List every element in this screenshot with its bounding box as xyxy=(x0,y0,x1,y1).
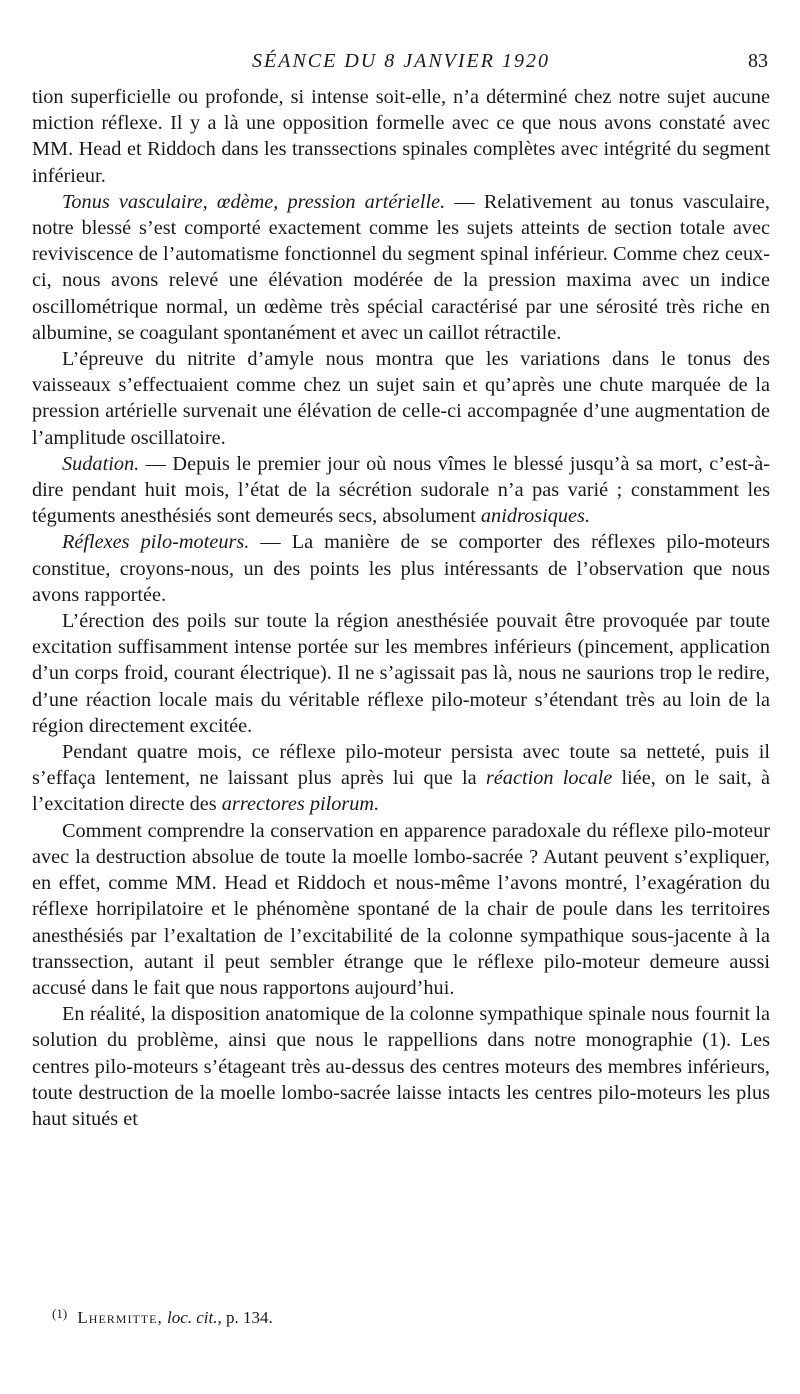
paragraph-6 xyxy=(32,608,770,739)
footnote-marker: (1) xyxy=(52,1306,68,1321)
paragraph-text: Comment comprendre la conservation en apparence paradoxale du réflexe pilo-moteur avec la destruction absolue de toute la moelle lombo-sacrée ? Autant peuvent s’expliquer, en effet, comme MM. Head et Riddoch et nous-même l’avons montré, l’exagération du réflexe horripilatoire et le phénomène spontané de la chair de poule dans les territoires anesthésiés par l’exaltation de l’excitabilité de la colonne sympathique sous-jacente à la transsection, autant il peut sembler étrange que le réflexe pilo-moteur demeure aussi accusé dans le fait que nous rapportons aujourd’hui. xyxy=(32,819,770,999)
footnote-ref-italic: loc. cit., xyxy=(166,1308,222,1327)
paragraph-8 xyxy=(32,818,770,1001)
paragraph-text-mid: liée, on le sait, à l’excitation directe des xyxy=(32,767,770,816)
italic-term: réaction locale xyxy=(485,767,613,790)
paragraph-text: L’érection des poils sur toute la région anesthésiée pouvait être provoquée par toute excitation suffisamment intense portée sur les membres inférieurs (pincement, application d’un corps froid, courant électrique). Il ne s’agissait pas là, nous ne saurions trop le redire, d’une réaction locale mais du véritable réflexe pilo-moteur s’étendant très au loin de la région directement excitée. xyxy=(32,610,770,737)
footnote-author: Lhermitte, xyxy=(77,1308,163,1327)
page xyxy=(32,50,770,1132)
paragraph-1 xyxy=(32,84,770,189)
paragraph-2 xyxy=(32,189,770,346)
running-title: SÉANCE DU 8 JANVIER 1920 xyxy=(252,50,550,72)
section-heading-sudation: Sudation. xyxy=(62,452,140,475)
paragraph-text: En réalité, la disposition anatomique de la colonne sympathique spinale nous fournit la solution du problème, ainsi que nous le rappellions dans notre monographie (1). Les centres pilo-moteurs s’étageant très au-dessus des centres moteurs des membres inférieurs, toute destruction de la moelle lombo-sacrée laisse intacts les centres pilo-moteurs les plus haut situés et xyxy=(32,1003,770,1130)
paragraph-5 xyxy=(32,529,770,608)
paragraph-text: — Relativement au tonus vasculaire, notre blessé s’est comporté exactement comme les sujets atteints de section totale avec reviviscence de l’automatisme fonctionnel du segment spinal inférieur. Comme chez ceux-ci, nous avons relevé une élévation modérée de la pression maxima avec un indice oscillométrique normal, un œdème très spécial caractérisé par une sérosité très riche en albumine, se coagulant spontanément et avec un caillot rétractile. xyxy=(32,190,770,344)
section-heading-tonus: Tonus vasculaire, œdème, pression artérielle. xyxy=(62,190,446,213)
paragraph-9 xyxy=(32,1001,770,1132)
footnote-ref: p. 134. xyxy=(225,1308,273,1327)
paragraph-text: L’épreuve du nitrite d’amyle nous montra que les variations dans le tonus des vaisseaux s’effectuaient comme chez un sujet sain et qu’après une chute marquée de la pression artérielle survenait une élévation de celle-ci accompagnée d’une augmentation de l’amplitude oscillatoire. xyxy=(32,348,770,449)
paragraph-3 xyxy=(32,346,770,451)
footnote xyxy=(52,1306,273,1328)
section-heading-reflexes: Réflexes pilo-moteurs. xyxy=(62,531,250,554)
running-header xyxy=(32,50,770,84)
body-text xyxy=(32,84,770,1132)
paragraph-4 xyxy=(32,451,770,530)
italic-term: anidrosiques. xyxy=(480,505,591,528)
paragraph-text: — La manière de se comporter des réflexes pilo-moteurs constitue, croyons-nous, un des points les plus intéressants de l’observation que nous avons rapportée. xyxy=(32,531,771,606)
paragraph-text: Pendant quatre mois, ce réflexe pilo-moteur persista avec toute sa netteté, puis il s’effaça lentement, ne laissant plus après lui que la xyxy=(32,741,770,790)
italic-term: arrectores pilorum. xyxy=(221,793,380,816)
paragraph-7 xyxy=(32,739,770,818)
page-number: 83 xyxy=(748,50,768,72)
paragraph-text: — Depuis le premier jour où nous vîmes le blessé jusqu’à sa mort, c’est-à-dire pendant huit mois, l’état de la sécrétion sudorale n’a pas varié ; constamment les téguments anesthésiés sont demeurés secs, absolument xyxy=(32,452,770,528)
paragraph-text: tion superficielle ou profonde, si intense soit-elle, n’a déterminé chez notre sujet aucune miction réflexe. Il y a là une opposition formelle avec ce que nous avons constaté avec MM. Head et Riddoch dans les transsections spinales complètes avec intégrité du segment inférieur. xyxy=(32,86,770,187)
